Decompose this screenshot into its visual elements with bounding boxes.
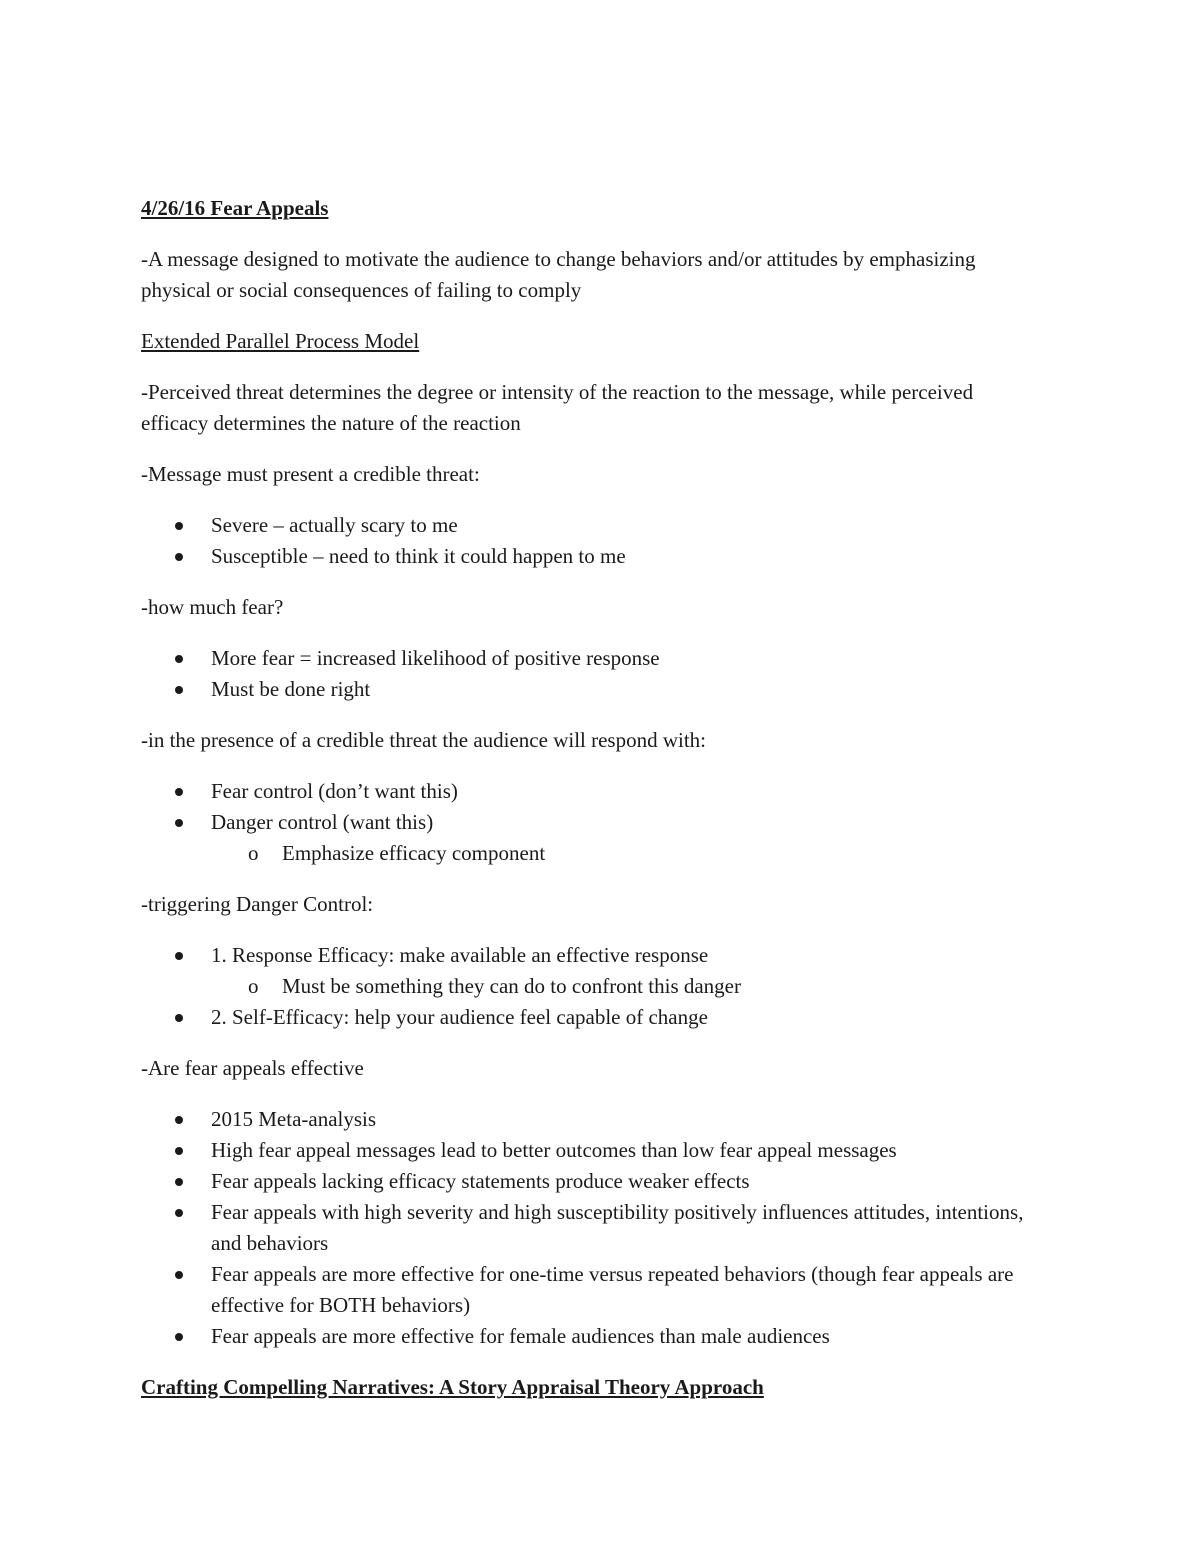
list-item [141,807,1041,869]
list-item: Fear appeals with high severity and high susceptibility positively influences attitudes, intentions, and behaviors [141,1197,1041,1259]
next-section-heading: Crafting Compelling Narratives: A Story Appraisal Theory Approach [141,1375,764,1399]
document-page [141,193,1041,1403]
list-item: 2. Self-Efficacy: help your audience feel capable of change [141,1002,1041,1033]
how-much-fear-intro: -how much fear? [141,595,284,619]
list-item [141,940,1041,1002]
list-item: Susceptible – need to think it could happen to me [141,541,1041,572]
how-much-fear-list [141,643,1041,705]
list-item: Severe – actually scary to me [141,510,1041,541]
credible-threat-list [141,510,1041,572]
triggering-intro: -triggering Danger Control: [141,892,374,916]
effective-list [141,1104,1041,1352]
list-item: Fear control (don’t want this) [141,776,1041,807]
presence-intro: -in the presence of a credible threat the audience will respond with: [141,728,707,752]
definition-paragraph: -A message designed to motivate the audience to change behaviors and/or attitudes by emphasizing physical or social consequences of failing to comply [141,247,976,302]
list-item-text: Danger control (want this) [211,810,434,834]
model-heading: Extended Parallel Process Model [141,329,420,353]
list-item: Fear appeals are more effective for one-time versus repeated behaviors (though fear appeals are effective for BOTH behaviors) [141,1259,1041,1321]
list-item: 2015 Meta-analysis [141,1104,1041,1135]
list-item: Fear appeals are more effective for female audiences than male audiences [141,1321,1041,1352]
perceived-paragraph: -Perceived threat determines the degree or intensity of the reaction to the message, while perceived efficacy determines the nature of the reaction [141,380,974,435]
list-item: More fear = increased likelihood of positive response [141,643,1041,674]
list-item-text: 1. Response Efficacy: make available an effective response [211,943,709,967]
list-item: Fear appeals lacking efficacy statements produce weaker effects [141,1166,1041,1197]
sub-list-item: o Must be something they can do to confront this danger [141,971,1041,1002]
effective-intro: -Are fear appeals effective [141,1056,364,1080]
triggering-list [141,940,1041,1033]
presence-list [141,776,1041,869]
credible-threat-intro: -Message must present a credible threat: [141,462,480,486]
list-item: Must be done right [141,674,1041,705]
sub-list [211,838,1041,869]
sub-list [211,971,1041,1002]
page-title: 4/26/16 Fear Appeals [141,196,329,220]
list-item: High fear appeal messages lead to better outcomes than low fear appeal messages [141,1135,1041,1166]
sub-list-item: o Emphasize efficacy component [141,838,1041,869]
